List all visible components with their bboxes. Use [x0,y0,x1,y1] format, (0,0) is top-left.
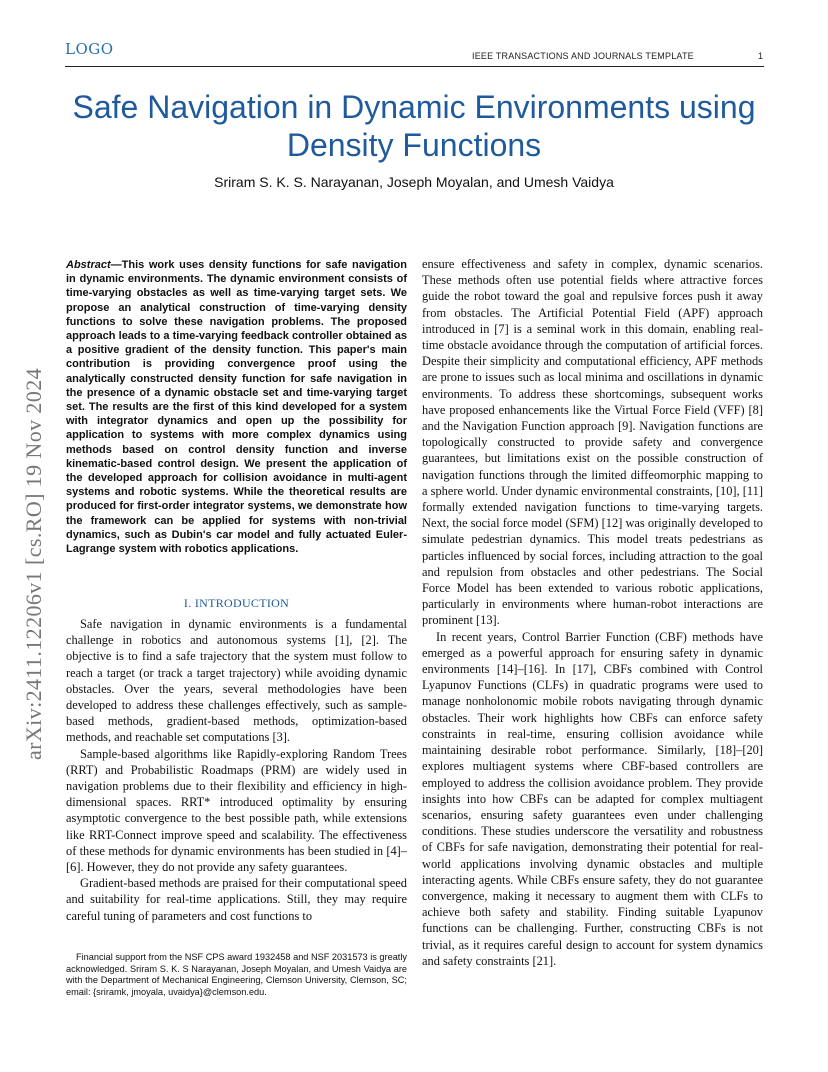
page-number: 1 [758,51,764,61]
left-column-body [66,616,407,924]
abstract-text: This work uses density functions for safe navigation in dynamic environments. The dynamic environment consists of time-varying obstacles as well as time-varying target sets. We propose an analytical construction of time-varying density functions to solve these navigation problems. The proposed approach leads to a time-varying feedback controller obtained as a positive gradient of the density function. This paper's main contribution is providing convergence proof using the analytically constructed density function for safe navigation in the presence of a dynamic obstacle set and time-varying target set. The results are the first of this kind developed for a system with integrator dynamics and open up the possibility for application to systems with more complex dynamics using methods based on control density function and inverse kinematic-based control design. We present the application of the developed approach for collision avoidance in multi-agent systems and robotic systems. While the theoretical results are produced for first-order integrator systems, we demonstrate how the framework can be applied for systems with non-trivial dynamics, such as Dubin's car model and fully actuated Euler-Lagrange system with robotics applications. [66,259,407,556]
paper-authors: Sriram S. K. S. Narayanan, Joseph Moyalan, and Umesh Vaidya [214,174,614,190]
paragraph: Safe navigation in dynamic environments is a fundamental challenge in robotics and autonomous systems [1], [2]. The objective is to find a safe trajectory that the system must follow to reach a target (or track a target trajectory) while avoiding dynamic obstacles. Over the years, several methodologies have been developed to address these challenges effectively, such as sample-based methods, gradient-based methods, optimization-based methods, and reachable set computations [3]. [66,617,407,745]
section-heading-introduction: I. INTRODUCTION [183,596,290,610]
paper-title: Safe Navigation in Dynamic Environments using Density Functions [72,89,756,163]
paragraph: In recent years, Control Barrier Function (CBF) methods have emerged as a powerful approach for ensuring safety in dynamic environments [14]–[16]. In [17], CBFs combined with Control Lyapunov Functions (CLFs) in quadratic programs were used to manage nonholonomic mobile robots navigating through dynamic obstacles. Their work highlights how CBFs can enforce safety constraints in real-time, ensuring collision avoidance while maintaining desirable robot performance. Similarly, [18]–[20] explores multiagent systems where CBF-based controllers are employed to address the collision avoidance problem. They provide insights into how CBFs can be adapted for complex multiagent scenarios, ensuring safety guarantees even under challenging conditions. These studies underscore the versatility and robustness of CBFs for safe navigation, demonstrating their potential for real-world applications involving dynamic obstacles and multiple interacting agents. While CBFs ensure safety, they do not guarantee convergence, making it necessary to augment them with CLFs to achieve both safety and stability. Finding suitable Lyapunov functions can be challenging. Further, constructing CBFs is not trivial, as it requires careful design to account for system dynamics and safety constraints [21]. [422,629,763,968]
arxiv-stamp: arXiv:2411.12206v1 [cs.RO] 19 Nov 2024 [21,367,46,760]
abstract-label: Abstract— [66,259,122,271]
paragraph: ensure effectiveness and safety in complex, dynamic scenarios. These methods often use potential fields where attractive forces guide the robot toward the goal and repulsive forces push it away from obstacles. The Artificial Potential Field (APF) approach introduced in [7] is a seminal work in this domain, enabling real-time obstacle avoidance through the computation of artificial forces. Despite their simplicity and computational efficiency, APF methods are prone to issues such as local minima and oscillations in dynamic environments. To address these shortcomings, subsequent works have proposed enhancements like the Virtual Force Field (VFF) [8] and the Navigation Function approach [9]. Navigation functions are topologically constructed to provide safety and convergence guarantees, but limitations exist on the possible construction of navigation functions through the limited diffeomorphic mapping to a sphere world. Under dynamic environmental constraints, [10], [11] formally extended navigation functions to time-varying targets. Next, the social force model (SFM) [12] was originally developed to simulate pedestrian dynamics. This model treats pedestrians as particles influenced by social forces, including attraction to the goal and repulsion from obstacles and other pedestrians. The Social Force Model has been extended to various robotic applications, particularly in environments where human-robot interactions are prominent [13]. [422,257,763,628]
abstract [66,258,407,556]
paragraph: Gradient-based methods are praised for their computational speed and suitability for real-time applications. Still, they may require careful tuning of parameters and cost functions to [66,876,407,923]
paragraph: Sample-based algorithms like Rapidly-exploring Random Trees (RRT) and Probabilistic Roadmaps (PRM) are widely used in navigation problems due to their flexibility and efficiency in high-dimensional spaces. RRT* introduced optimality by ensuring asymptotic convergence to the best possible path, while extensions like RRT-Connect improve speed and scalability. The effectiveness of these methods for dynamic environments has been studied in [4]–[6]. However, they do not provide any safety guarantees. [66,746,407,875]
footnote [66,952,407,998]
journal-logo: LOGO [65,40,114,58]
footnote-text: Financial support from the NSF CPS award 1932458 and NSF 2031573 is greatly acknowledged. Sriram S. K. S Narayanan, Joseph Moyalan, and Umesh Vaidya are with the Department of Mechanical Engineering, Clemson University, Clemson, SC; email: {sriramk, jmoyala, uvaidya}@clemson.edu. [66,952,407,997]
header-rule [65,66,764,67]
right-column-body [422,256,763,969]
journal-header: IEEE TRANSACTIONS AND JOURNALS TEMPLATE [472,51,694,61]
